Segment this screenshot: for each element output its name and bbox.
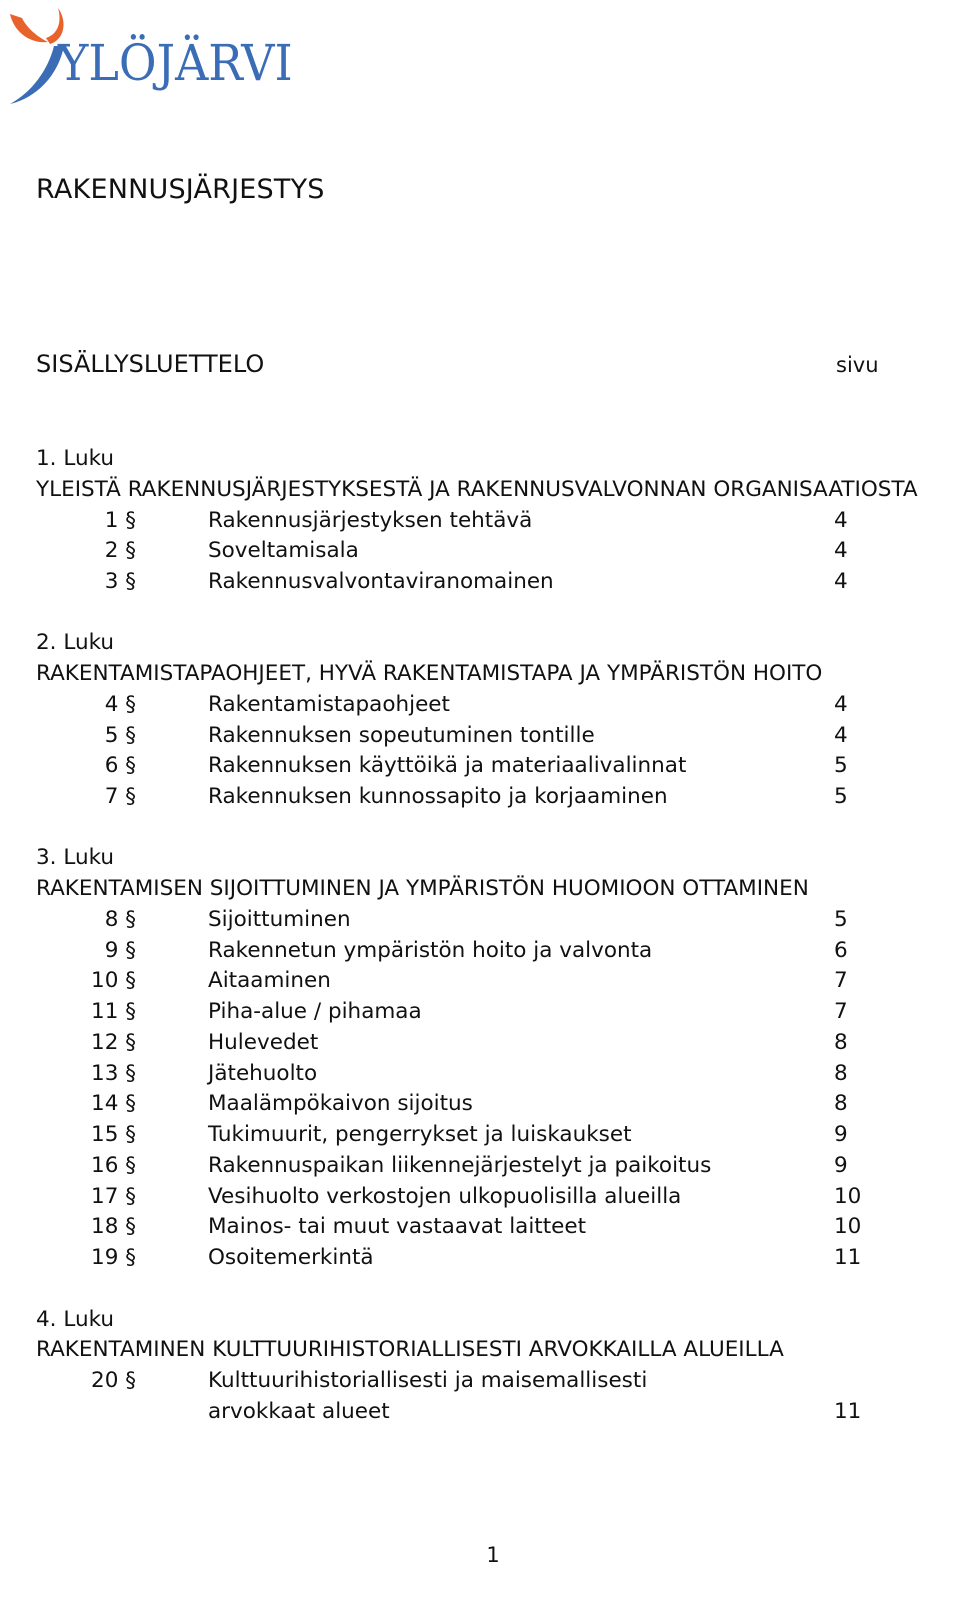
section-title: Tukimuurit, pengerrykset ja luiskaukset	[208, 1122, 632, 1148]
document-title: RAKENNUSJÄRJESTYS	[36, 174, 325, 205]
toc-entry	[36, 1366, 936, 1397]
section-number: 11 §	[91, 999, 136, 1025]
toc-entry	[36, 1059, 936, 1090]
logo-wordmark: YLÖJÄRVI	[58, 34, 293, 92]
footer-page-number: 1	[486, 1543, 500, 1567]
section-number: 10 §	[91, 968, 136, 994]
toc-entry	[36, 721, 936, 752]
section-page: 11	[834, 1398, 862, 1424]
section-number: 20 §	[91, 1368, 136, 1394]
toc-entry	[36, 1182, 936, 1213]
section-title: Rakennuspaikan liikennejärjestelyt ja paikoitus	[208, 1152, 712, 1178]
section-number: 13 §	[91, 1060, 136, 1086]
section-page: 4	[834, 722, 848, 748]
section-number: 5 §	[104, 722, 136, 748]
toc-entry	[36, 690, 936, 721]
section-title: Kulttuurihistoriallisesti ja maisemallisesti	[208, 1368, 648, 1394]
section-title: Rakennusjärjestyksen tehtävä	[208, 507, 533, 533]
toc-entry	[36, 1212, 936, 1243]
toc-entry	[36, 536, 936, 567]
section-number: 4 §	[104, 691, 136, 717]
section-page: 10	[834, 1183, 862, 1209]
chapter-title: YLEISTÄ RAKENNUSJÄRJESTYKSESTÄ JA RAKENNUSVALVONNAN ORGANISAATIOSTA	[36, 476, 918, 502]
section-page: 4	[834, 538, 848, 564]
section-number: 14 §	[91, 1091, 136, 1117]
section-title: Osoitemerkintä	[208, 1245, 374, 1271]
toc-entry	[36, 506, 936, 537]
section-page: 8	[834, 1091, 848, 1117]
section-number: 16 §	[91, 1152, 136, 1178]
section-number: 3 §	[104, 569, 136, 594]
toc-chapter	[36, 843, 936, 1274]
section-title: Soveltamisala	[208, 538, 359, 564]
section-number: 7 §	[104, 784, 136, 810]
chapter-label: 2. Luku	[36, 630, 114, 656]
section-title: arvokkaat alueet	[208, 1398, 390, 1424]
toc-chapter	[36, 628, 936, 813]
chapter-label: 3. Luku	[36, 845, 114, 871]
section-number: 8 §	[104, 906, 136, 932]
toc-chapter	[36, 444, 936, 598]
section-page: 4	[834, 507, 848, 533]
section-title: Vesihuolto verkostojen ulkopuolisilla alueilla	[208, 1183, 682, 1209]
section-number: 6 §	[104, 753, 136, 779]
section-page: 7	[834, 999, 848, 1025]
table-of-contents	[36, 444, 936, 1458]
toc-heading: SISÄLLYSLUETTELO	[36, 350, 265, 378]
section-page: 10	[834, 1214, 862, 1240]
section-title: Rakentamistapaohjeet	[208, 691, 450, 717]
chapter-label: 1. Luku	[36, 446, 114, 471]
section-page: 9	[834, 1122, 848, 1148]
section-page: 6	[834, 937, 848, 963]
section-title: Aitaaminen	[208, 968, 331, 994]
toc-entry	[36, 1243, 936, 1274]
toc-entry	[36, 1397, 936, 1428]
page-column-label: sivu	[836, 353, 879, 377]
toc-entry	[36, 567, 936, 598]
toc-entry	[36, 997, 936, 1028]
toc-entry	[36, 1028, 936, 1059]
section-page: 8	[834, 1060, 848, 1086]
section-title: Mainos- tai muut vastaavat laitteet	[208, 1214, 587, 1240]
section-page: 4	[834, 569, 848, 594]
section-title: Piha-alue / pihamaa	[208, 999, 422, 1025]
toc-entry	[36, 782, 936, 813]
section-title: Maalämpökaivon sijoitus	[208, 1091, 473, 1117]
section-title: Rakennuksen käyttöikä ja materiaalivalinnat	[208, 753, 687, 779]
toc-entry	[36, 1120, 936, 1151]
chapter-title: RAKENTAMINEN KULTTUURIHISTORIALLISESTI ARVOKKAILLA ALUEILLA	[36, 1337, 784, 1363]
section-page: 5	[834, 753, 848, 779]
section-page: 8	[834, 1029, 848, 1055]
section-number: 2 §	[104, 538, 136, 564]
toc-entry	[36, 966, 936, 997]
section-number: 15 §	[91, 1122, 136, 1148]
section-title: Rakennetun ympäristön hoito ja valvonta	[208, 937, 653, 963]
section-title: Jätehuolto	[208, 1060, 318, 1086]
toc-entry	[36, 1151, 936, 1182]
toc-chapter	[36, 1305, 936, 1428]
chapter-label: 4. Luku	[36, 1306, 114, 1332]
section-title: Sijoittuminen	[208, 906, 351, 932]
section-title: Rakennusvalvontaviranomainen	[208, 569, 554, 594]
section-number: 12 §	[91, 1029, 136, 1055]
section-page: 4	[834, 691, 848, 717]
toc-entry	[36, 905, 936, 936]
chapter-title: RAKENTAMISTAPAOHJEET, HYVÄ RAKENTAMISTAPA JA YMPÄRISTÖN HOITO	[36, 661, 823, 687]
section-number: 19 §	[91, 1245, 136, 1271]
section-page: 7	[834, 968, 848, 994]
section-number: 1 §	[104, 507, 136, 533]
chapter-title: RAKENTAMISEN SIJOITTUMINEN JA YMPÄRISTÖN HUOMIOON OTTAMINEN	[36, 876, 809, 902]
section-page: 11	[834, 1245, 862, 1271]
toc-entry	[36, 751, 936, 782]
section-page: 9	[834, 1152, 848, 1178]
section-page: 5	[834, 784, 848, 810]
section-title: Rakennuksen sopeutuminen tontille	[208, 722, 595, 748]
section-number: 18 §	[91, 1214, 136, 1240]
section-title: Rakennuksen kunnossapito ja korjaaminen	[208, 784, 668, 810]
section-title: Hulevedet	[208, 1029, 319, 1055]
ylojarvi-logo	[6, 4, 293, 108]
section-number: 17 §	[91, 1183, 136, 1209]
toc-entry	[36, 936, 936, 967]
section-page: 5	[834, 906, 848, 932]
toc-entry	[36, 1089, 936, 1120]
section-number: 9 §	[104, 937, 136, 963]
